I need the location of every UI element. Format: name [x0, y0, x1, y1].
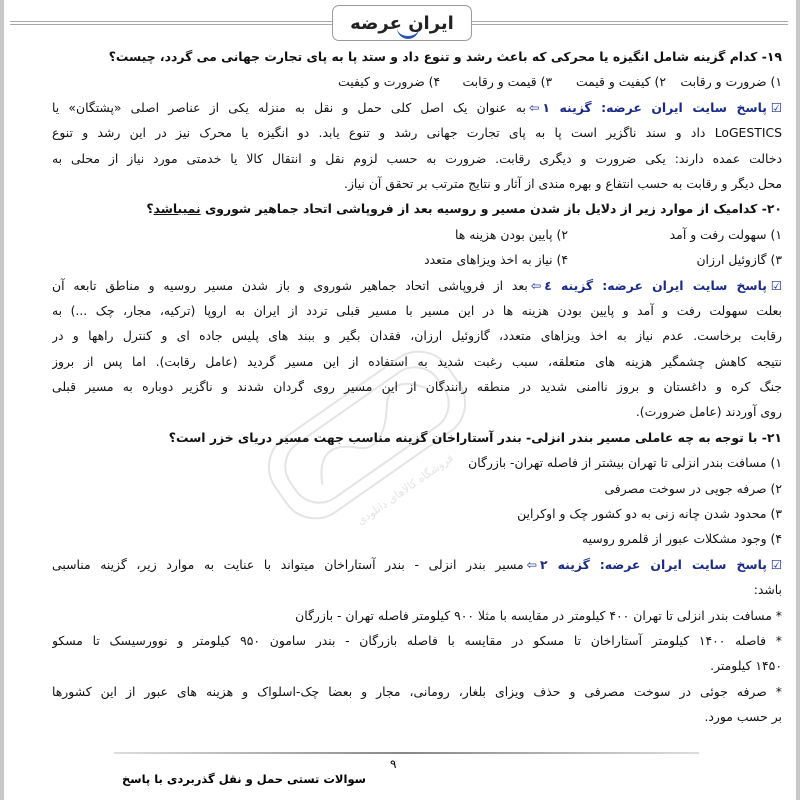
q21-answer-line-1: [52, 552, 782, 577]
q19-option-1: ۱) ضرورت و رقابت: [680, 74, 782, 90]
q21-option-2: ۲) صرفه جویی در سوخت مصرفی: [604, 480, 782, 496]
q19-option-4: ۴) ضرورت و کیفیت: [338, 74, 441, 90]
q21-answer-label: پاسخ سایت ایران عرضه: گزینه ۲: [540, 556, 767, 572]
document-page: [4, 0, 796, 800]
q20-option-1: ۱) سهولت رفت و آمد: [669, 226, 782, 242]
q21-answer-line-7: بر حسب مورد.: [704, 709, 782, 725]
q19-answer-line-2: LoGESTICS داد و سند ناگزیر است پا به پای تجارت جهانی رشد و تنوع یابد. دو انگیزه یا محرک نیز در این رشد و تنوع: [52, 125, 782, 141]
q21-option-4: ۴) وجود مشکلات عبور از قلمرو روسیه: [582, 531, 782, 547]
q21-answer-line-6: * صرفه جوئی در سوخت مصرفی و حذف ویزای بلغار، رومانی، مجار و بعضا چک-اسلواک و هزینه های عبور از این کشورها: [52, 683, 782, 699]
q20-question-text: ۲۰- کدامیک از موارد زیر از دلایل باز شدن مسیر و روسیه بعد از فروپاشی اتحاد جماهیر شوروی: [200, 201, 782, 217]
q19-answer-line-1: [52, 95, 782, 120]
header-rule-right: [470, 21, 788, 25]
q20-option-3: ۳) گازوئیل ارزان: [696, 252, 782, 268]
footer-title: سوالات تستی حمل و نقل گذربردی با پاسخ: [122, 772, 366, 786]
q20-answer-line-3: رقابت برخاست. عدم نیاز به اخذ ویزاهای متعدد، گازوئیل ارزان، فقدان بگیر و ببند های پلیس جاده ای و کنترل راهها و در: [52, 328, 782, 344]
q20-answer-label: پاسخ سایت ایران عرضه: گزینه ٤: [544, 277, 767, 293]
arrow-left-icon: ⇦: [530, 277, 542, 293]
q20-answer-line-4: نتیجه کاهش چشمگیر هزینه های متعلقه، سبب رغبت شدید به استفاده از این مسیر گردید (عامل رقابت). اما پس از بروز: [52, 353, 782, 369]
watermark-text: فروشگاه کالاهای دانلودی: [354, 451, 456, 528]
q20-answer-line-5: جنگ کره و داغستان و بروز ناامنی شدید در منطقه رانندگان از این مسیر روی گردان شدند و ناگزیر دوباره به مسیر قبلی: [52, 379, 782, 395]
q20-answer-line-2: بعلت سهولت رفت و آمد و پایین بودن هزینه ها در این مسیر با مسیر قبلی تردد از ایران به اروپا (ترکیه، مجار، چک ...) به: [52, 302, 782, 318]
q21-answer-line-5: ۱۴۵۰ کیلومتر.: [710, 658, 782, 674]
q19-option-3: ۳) قیمت و رقابت: [462, 74, 553, 90]
q21-option-3: ۳) محدود شدن چانه زنی به دو کشور چک و اوکراین: [517, 506, 782, 522]
checkbox-icon: ☑: [770, 277, 782, 293]
q21-answer-text-1: مسیر بندر انزلی - بندر آستاراخان میتواند با عنایت به موارد زیر، گزینه مناسبی: [52, 556, 524, 572]
question-20: [52, 196, 782, 221]
logo-arrow-icon: [397, 24, 419, 39]
q20-option-2: ۲) پایین بودن هزینه ها: [454, 226, 569, 242]
page-number: ۹: [390, 757, 397, 771]
q19-options: [52, 69, 782, 94]
logo-text: ایران عرضه: [350, 12, 454, 34]
q20-options-row-2: [52, 247, 782, 272]
checkbox-icon: ☑: [770, 556, 782, 572]
question-19: ۱۹- کدام گزینه شامل انگیزه یا محرکی که باعث رشد و تنوع داد و ستد پا به پای تجارت جهانی می گردد، چیست؟: [108, 49, 782, 64]
q21-answer-line-3: * مسافت بندر انزلی تا تهران ۴۰۰ کیلومتر در مقایسه با مثلا ۹۰۰ کیلومتر فاصله تهران - بازرگان: [295, 607, 782, 623]
arrow-left-icon: ⇦: [528, 99, 540, 115]
q20-answer-line-6: روی آوردند (عامل ضرورت).: [635, 404, 782, 420]
arrow-left-icon: ⇦: [526, 556, 538, 572]
q21-option-1: ۱) مسافت بندر انزلی تا تهران بیشتر از فاصله تهران- بازرگان: [468, 455, 782, 471]
q19-answer-line-3: دخالت عمده دارند: یکی ضرورت و دیگری رقابت. ضرورت به حسب لزوم نقل و انتقال کالا یا خدمتی مورد نیاز از محلی به: [52, 150, 782, 166]
footer-rule: [114, 752, 699, 754]
q20-question-mark: ؟: [146, 201, 154, 217]
q20-answer-text-1: بعد از فروپاشی اتحاد جماهیر شوروی و باز شدن مسیر روسیه و مناطق تابعه آن: [52, 277, 528, 293]
q21-answer-line-4: * فاصله ۱۴۰۰ کیلومتر آستاراخان تا مسکو در مقایسه با فاصله بازرگان - بندر سامون ۹۵۰ کیلومتر و نوورسیسک تا مسکو: [52, 632, 782, 648]
checkbox-icon: ☑: [770, 99, 782, 115]
q19-answer-text-1: به عنوان یک اصل کلی حمل و نقل به منزله یکی از عناصر اصلی «پشتگان» یا: [52, 99, 526, 115]
q20-option-4: ۴) نیاز به اخذ ویزاهای متعدد: [424, 252, 569, 268]
q20-question-emphasis: نمیباشد: [153, 201, 201, 217]
q19-answer-line-4: محل دیگر و رقابت به حسب انتفاع و بهره مندی از آثار و نتایج مترتب بر تحقق آن نیاز.: [344, 175, 782, 191]
question-21: ۲۱- با توجه به چه عاملی مسیر بندر انزلی- بندر آستاراخان گزینه مناسب جهت مسیر دریای خزر است؟: [168, 429, 782, 445]
q19-option-2: ۲) کیفیت و قیمت: [575, 74, 667, 90]
site-logo: [332, 5, 472, 41]
q19-answer-label: پاسخ سایت ایران عرضه: گزینه ۱: [542, 99, 767, 115]
page-content: [52, 44, 782, 730]
q21-answer-line-2: باشد:: [753, 582, 782, 598]
header-rule-left: [10, 21, 332, 25]
q20-options-row-1: [52, 222, 782, 247]
q20-answer-line-1: [52, 273, 782, 298]
